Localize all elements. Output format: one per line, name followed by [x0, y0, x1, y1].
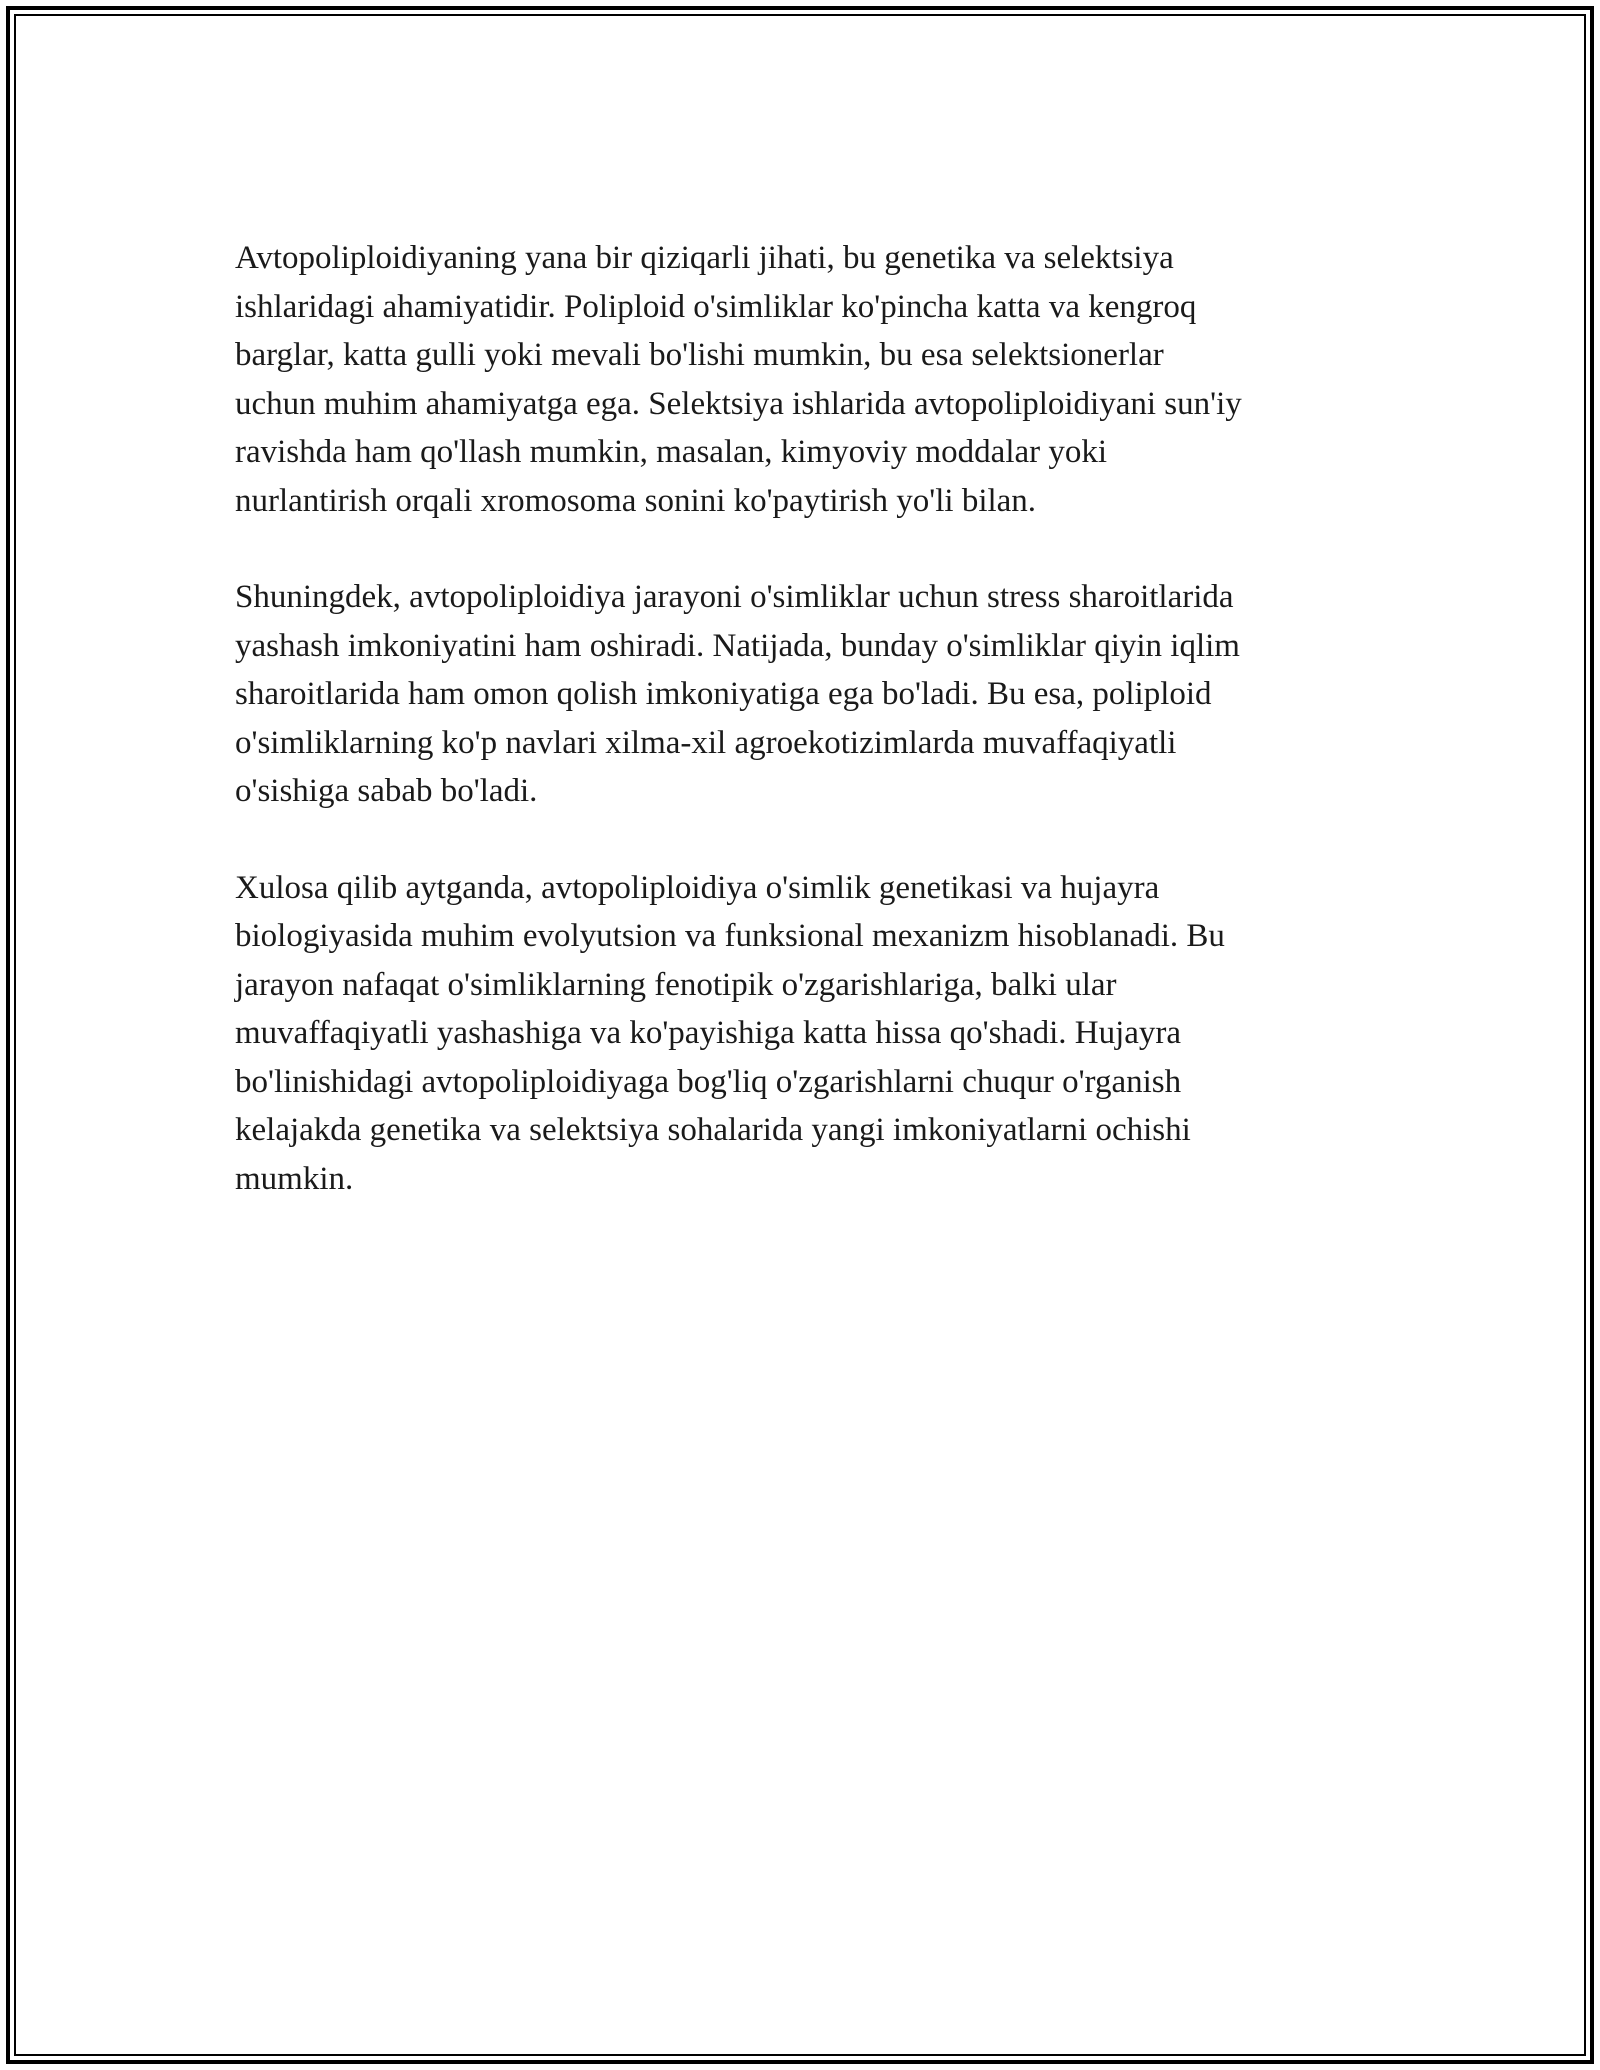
text-line: o'simliklarning ko'p navlari xilma-xil agroekotizimlarda muvaffaqiyatli [235, 724, 1177, 761]
document-body [235, 234, 1365, 1251]
text-line: muvaffaqiyatli yashashiga va ko'payishiga katta hissa qo'shadi. Hujayra [235, 1015, 1182, 1051]
text-line: jarayon nafaqat o'simliklarning fenotipik o'zgarishlariga, balki ular [235, 966, 1117, 1003]
text-line: o'sishiga sabab bo'ladi. [235, 773, 538, 809]
paragraph-3 [235, 864, 1365, 1204]
text-line: biologiyasida muhim evolyutsion va funksional mexanizm hisoblanadi. Bu [235, 918, 1225, 954]
text-line: yashash imkoniyatini ham oshiradi. Natijada, bunday o'simliklar qiyin iqlim [235, 627, 1240, 664]
text-line: Xulosa qilib aytganda, avtopoliploidiya o'simlik genetikasi va hujayra [235, 869, 1160, 906]
text-line: sharoitlarida ham omon qolish imkoniyatiga ega bo'ladi. Bu esa, poliploid [235, 676, 1212, 712]
paragraph-1 [235, 234, 1365, 525]
text-line: Shuningdek, avtopoliploidiya jarayoni o'simliklar uchun stress sharoitlarida [235, 579, 1234, 615]
text-line: nurlantirish orqali xromosoma sonini ko'paytirish yo'li bilan. [235, 482, 1037, 519]
text-line: kelajakda genetika va selektsiya sohalarida yangi imkoniyatlarni ochishi [235, 1112, 1191, 1148]
text-line: bo'linishidagi avtopoliploidiyaga bog'liq o'zgarishlarni chuqur o'rganish [235, 1063, 1182, 1100]
text-line: ravishda ham qo'llash mumkin, masalan, kimyoviy moddalar yoki [235, 434, 1108, 470]
text-line: uchun muhim ahamiyatga ega. Selektsiya ishlarida avtopoliploidiyani sun'iy [235, 385, 1242, 422]
text-line: mumkin. [235, 1160, 354, 1197]
text-line: ishlaridagi ahamiyatidir. Poliploid o'simliklar ko'pincha katta va kengroq [235, 288, 1197, 325]
text-line: barglar, katta gulli yoki mevali bo'lishi mumkin, bu esa selektsionerlar [235, 337, 1164, 373]
paragraph-2 [235, 573, 1365, 816]
text-line: Avtopoliploidiyaning yana bir qiziqarli jihati, bu genetika va selektsiya [235, 240, 1174, 276]
